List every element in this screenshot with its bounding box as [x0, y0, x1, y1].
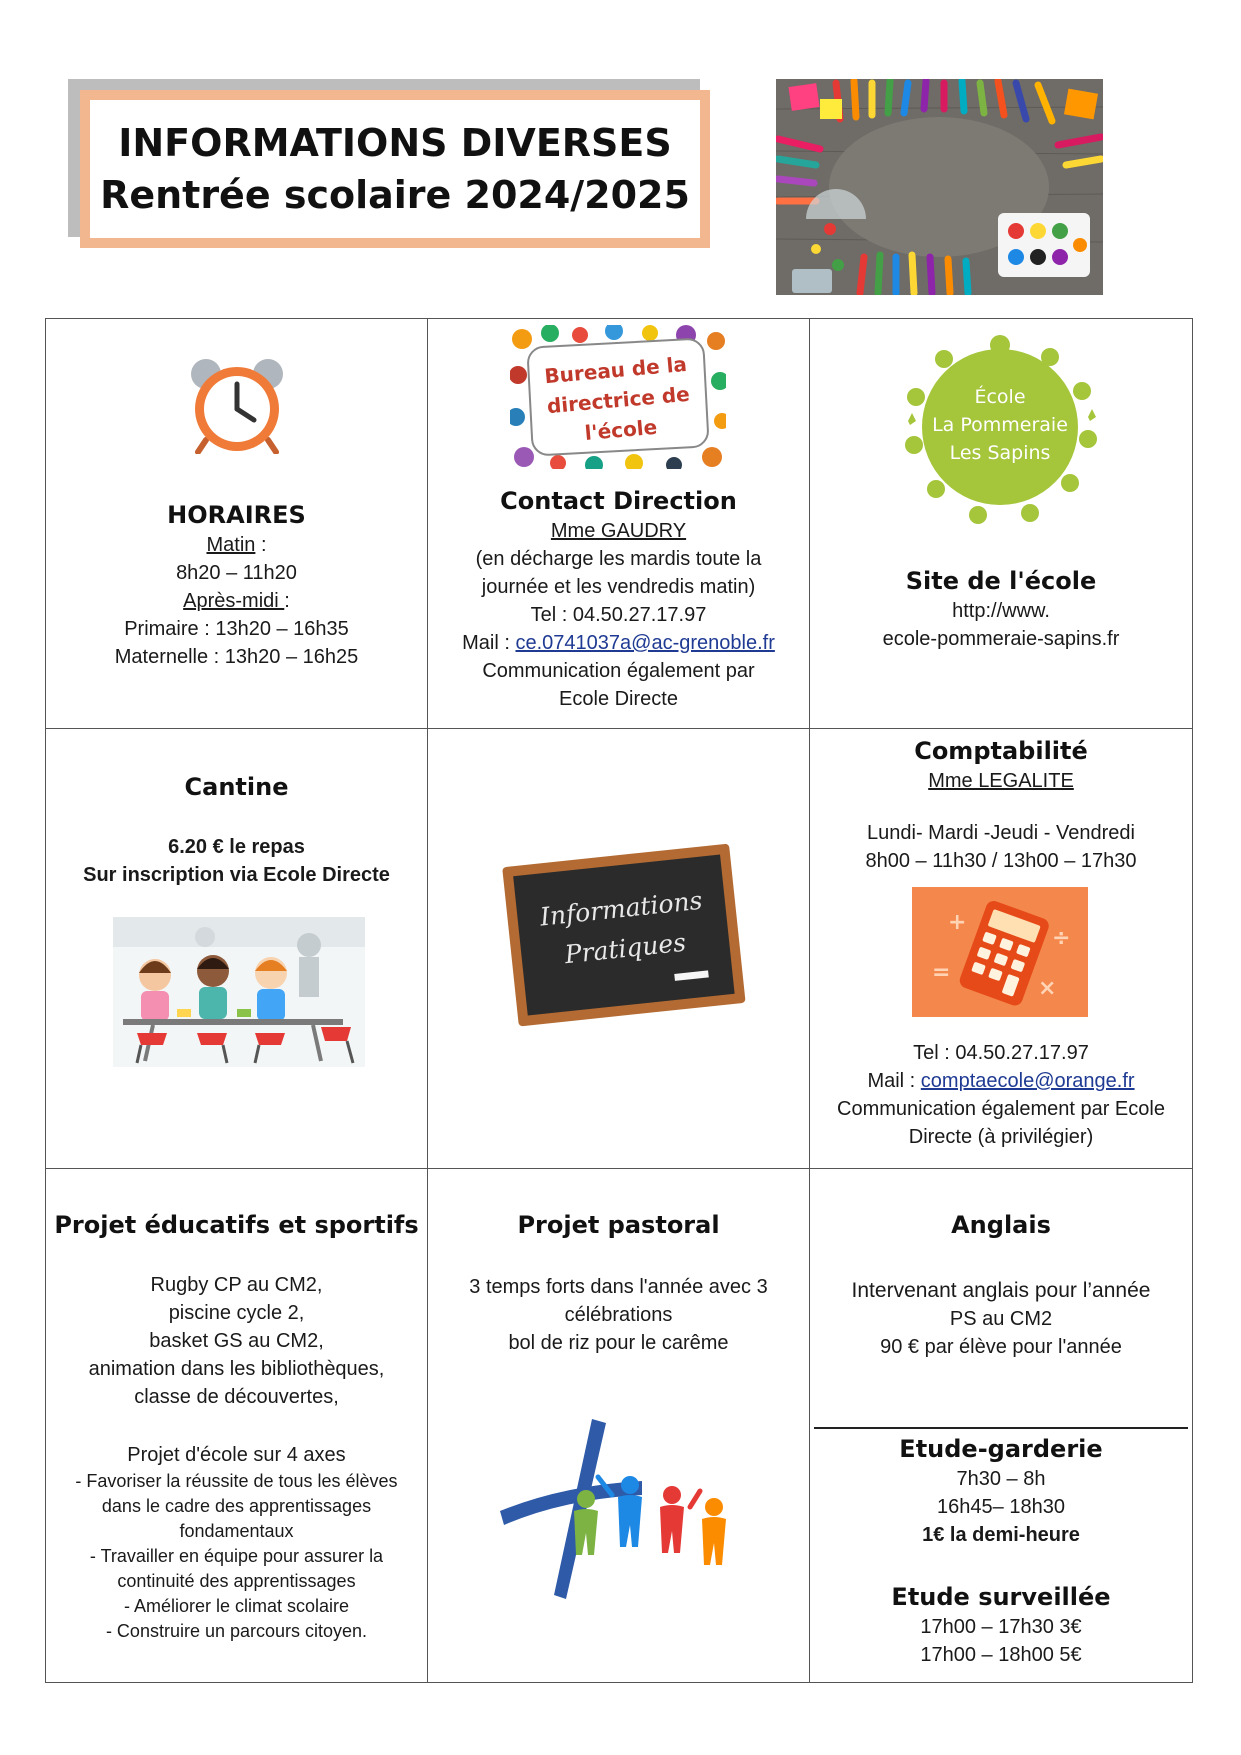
anglais-cell — [810, 1169, 1193, 1683]
axis-line: - Améliorer le climat scolaire — [123, 1596, 350, 1616]
svg-text:+: + — [948, 910, 967, 935]
garderie-line-2: 16h45– 18h30 — [937, 1496, 1065, 1518]
alarm-clock-icon — [182, 354, 292, 454]
site-cell — [810, 319, 1193, 729]
activities-list — [46, 1271, 427, 1411]
apres-midi-suffix: : — [284, 590, 290, 612]
axis-line: - Construire un parcours citoyen. — [105, 1621, 368, 1641]
board-line-2: Pratiques — [563, 927, 688, 970]
direction-mail-row — [428, 629, 809, 657]
activity-item: Rugby CP au CM2, — [150, 1274, 323, 1296]
anglais-title: Anglais — [951, 1211, 1051, 1239]
activity-item: animation dans les bibliothèques, — [88, 1358, 385, 1380]
anglais-line-3: 90 € par élève pour l'année — [880, 1336, 1122, 1358]
axis-line: continuité des apprentissages — [117, 1571, 356, 1591]
compta-comm-1: Communication également par Ecole — [837, 1098, 1165, 1120]
sign-line-2: directrice de — [545, 381, 691, 419]
cantine-inscription: Sur inscription via Ecole Directe — [83, 864, 390, 886]
page-subtitle: Rentrée scolaire 2024/2025 — [100, 173, 690, 217]
calculator-icon — [912, 887, 1088, 1017]
direction-comm-2: Ecole Directe — [559, 688, 678, 710]
etude-line-2: 17h00 – 18h00 5€ — [920, 1644, 1082, 1666]
direction-cell — [428, 319, 810, 729]
title-inner — [88, 98, 702, 240]
apres-midi-row — [46, 587, 427, 615]
sign-line-3: l'école — [583, 414, 659, 445]
compta-title: Comptabilité — [914, 737, 1088, 765]
direction-note-1: (en décharge les mardis toute la — [475, 548, 762, 570]
axes-title: Projet d'école sur 4 axes — [127, 1444, 346, 1466]
school-supplies-photo — [776, 79, 1103, 295]
horaires-title: HORAIRES — [167, 501, 306, 529]
site-url-1[interactable]: http://www. — [952, 600, 1050, 622]
svg-text:÷: ÷ — [1052, 926, 1071, 951]
etude-title: Etude surveillée — [891, 1583, 1111, 1611]
activity-item: classe de découvertes, — [134, 1386, 339, 1408]
compta-name: Mme LEGALITE — [928, 770, 1074, 792]
garderie-title: Etude-garderie — [899, 1435, 1103, 1463]
axis-line: dans le cadre des apprentissages — [101, 1496, 372, 1516]
etude-line-1: 17h00 – 17h30 3€ — [920, 1616, 1082, 1638]
direction-mail-label: Mail : — [462, 632, 516, 654]
infos-cell — [428, 729, 810, 1169]
logo-line-2: La Pommeraie — [932, 414, 1068, 436]
apres-midi-label: Après-midi — [183, 590, 285, 612]
title-frame — [80, 90, 710, 248]
section-divider — [814, 1427, 1188, 1429]
axis-line: fondamentaux — [179, 1521, 294, 1541]
garderie-price: 1€ la demi-heure — [922, 1524, 1080, 1546]
compta-cell — [810, 729, 1193, 1169]
activity-item: basket GS au CM2, — [149, 1330, 324, 1352]
cantine-title: Cantine — [184, 773, 289, 801]
anglais-line-1: Intervenant anglais pour l’année — [851, 1279, 1151, 1302]
pastoral-line-1: 3 temps forts dans l'année avec 3 — [469, 1276, 768, 1298]
compta-days: Lundi- Mardi -Jeudi - Vendredi — [867, 822, 1135, 844]
garderie-line-1: 7h30 – 8h — [956, 1468, 1046, 1490]
svg-text:=: = — [932, 960, 951, 985]
compta-comm-2: Directe (à privilégier) — [908, 1126, 1094, 1148]
compta-tel: Tel : 04.50.27.17.97 — [913, 1042, 1089, 1064]
matin-label: Matin — [206, 534, 256, 556]
sign-line-1: Bureau de la — [543, 351, 688, 389]
direction-tel: Tel : 04.50.27.17.97 — [530, 604, 707, 626]
axis-line: - Favoriser la réussite de tous les élèves — [75, 1471, 398, 1491]
activity-item: piscine cycle 2, — [168, 1302, 305, 1324]
maternelle-hours: Maternelle : 13h20 – 16h25 — [114, 646, 359, 668]
pastoral-cell — [428, 1169, 810, 1683]
page-title: INFORMATIONS DIVERSES — [118, 121, 672, 165]
direction-comm-1: Communication également par — [482, 660, 755, 682]
logo-line-1: École — [974, 386, 1026, 408]
direction-title: Contact Direction — [500, 487, 737, 515]
pastoral-line-2: célébrations — [564, 1304, 673, 1326]
anglais-line-2: PS au CM2 — [949, 1308, 1053, 1330]
horaires-cell — [46, 319, 428, 729]
svg-text:×: × — [1038, 976, 1057, 1001]
cantine-cell — [46, 729, 428, 1169]
direction-note-2: journée et les vendredis matin) — [481, 576, 756, 598]
matin-row — [46, 531, 427, 559]
compta-mail-link[interactable]: comptaecole@orange.fr — [920, 1070, 1135, 1092]
primaire-hours: Primaire : 13h20 – 16h35 — [124, 618, 349, 640]
board-line-1: Informations — [538, 885, 704, 932]
axes-list — [46, 1469, 427, 1644]
compta-mail-label: Mail : — [867, 1070, 921, 1092]
compta-mail-row — [810, 1067, 1192, 1095]
site-url-2[interactable]: ecole-pommeraie-sapins.fr — [882, 628, 1120, 650]
cross-people-logo — [494, 1415, 744, 1605]
compta-hours: 8h00 – 11h30 / 13h00 – 17h30 — [865, 850, 1137, 872]
direction-mail-link[interactable]: ce.0741037a@ac-grenoble.fr — [515, 632, 775, 654]
matin-hours: 8h20 – 11h20 — [176, 562, 297, 584]
pastoral-title: Projet pastoral — [517, 1211, 720, 1239]
pastoral-line-3: bol de riz pour le carême — [508, 1332, 729, 1354]
cantine-price: 6.20 € le repas — [168, 836, 305, 858]
school-logo — [900, 329, 1100, 525]
canteen-children-illustration — [113, 917, 365, 1067]
chalkboard-illustration — [500, 839, 748, 1033]
logo-line-3: Les Sapins — [949, 442, 1051, 464]
projets-cell — [46, 1169, 428, 1683]
axis-line: - Travailler en équipe pour assurer la — [89, 1546, 384, 1566]
info-grid — [45, 318, 1193, 1683]
director-name: Mme GAUDRY — [550, 520, 687, 542]
matin-suffix: : — [255, 534, 267, 556]
projets-title: Projet éducatifs et sportifs — [54, 1211, 419, 1239]
site-title: Site de l'école — [905, 567, 1097, 595]
director-office-sign — [510, 325, 726, 469]
